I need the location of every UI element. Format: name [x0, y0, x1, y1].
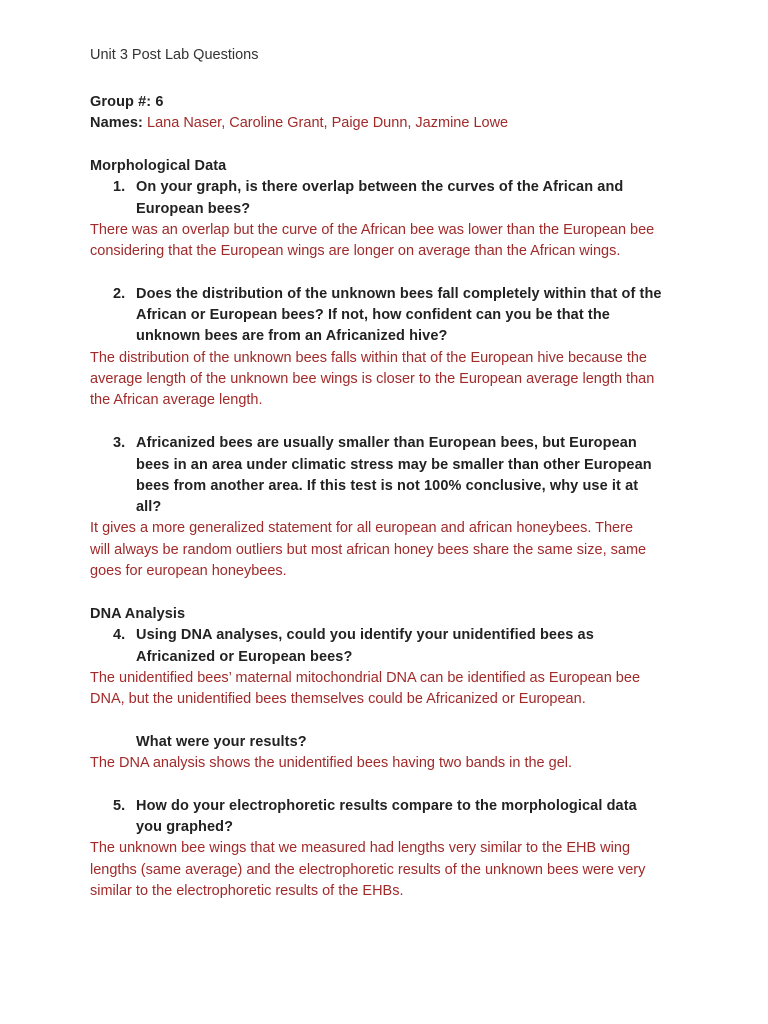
question-text: Africanized bees are usually smaller than European bees, but European	[136, 435, 637, 451]
question-text: bees in an area under climatic stress may be smaller than other European	[136, 457, 652, 473]
question-number: 5.	[113, 798, 126, 814]
question-text: How do your electrophoretic results compare to the morphological data	[136, 798, 637, 814]
answer-text: lengths (same average) and the electrophoretic results of the unknown bees were very	[90, 862, 646, 878]
question-text: Does the distribution of the unknown bees fall completely within that of the	[136, 286, 662, 302]
question-text: Using DNA analyses, could you identify your unidentified bees as	[136, 627, 594, 643]
answer-text: considering that the European wings are longer on average than the African wings.	[90, 243, 621, 259]
answer-text: goes for european honeybees.	[90, 563, 287, 579]
answer-text: the African average length.	[90, 392, 263, 408]
document-title: Unit 3 Post Lab Questions	[90, 47, 259, 63]
question-text: unknown bees are from an Africanized hive?	[136, 328, 448, 344]
question-text: African or European bees? If not, how confident can you be that the	[136, 307, 610, 323]
question-number: 1.	[113, 179, 126, 195]
group-number: Group #: 6	[90, 94, 164, 110]
question-text: On your graph, is there overlap between the curves of the African and	[136, 179, 624, 195]
answer-text: DNA, but the unidentified bees themselves could be Africanized or European.	[90, 691, 586, 707]
question-number: 3.	[113, 435, 126, 451]
answer-text: The unidentified bees’ maternal mitochondrial DNA can be identified as European bee	[90, 670, 641, 686]
answer-text: The distribution of the unknown bees falls within that of the European hive because the	[90, 350, 647, 366]
question-text: all?	[136, 499, 162, 515]
answer-text: will always be random outliers but most african honey bees share the same size, same	[90, 542, 647, 558]
section-heading-morphological: Morphological Data	[90, 158, 227, 174]
names-label: Names:	[90, 115, 143, 131]
question-text: bees from another area. If this test is not 100% conclusive, why use it at	[136, 478, 639, 494]
question-number: 4.	[113, 627, 126, 643]
answer-text: It gives a more generalized statement for all european and african honeybees. There	[90, 520, 634, 536]
answer-text: There was an overlap but the curve of the African bee was lower than the European bee	[90, 222, 655, 238]
section-heading-dna: DNA Analysis	[90, 606, 186, 622]
sub-question-text: What were your results?	[136, 734, 307, 750]
question-text: you graphed?	[136, 819, 234, 835]
names-value: Lana Naser, Caroline Grant, Paige Dunn, Jazmine Lowe	[143, 115, 509, 131]
answer-text: similar to the electrophoretic results of the EHBs.	[90, 883, 404, 899]
answer-text: The DNA analysis shows the unidentified bees having two bands in the gel.	[90, 755, 573, 771]
answer-text: average length of the unknown bee wings is closer to the European average length than	[90, 371, 655, 387]
names-row	[90, 113, 508, 133]
question-text: European bees?	[136, 201, 251, 217]
question-text: Africanized or European bees?	[136, 649, 353, 665]
question-number: 2.	[113, 286, 126, 302]
answer-text: The unknown bee wings that we measured had lengths very similar to the EHB wing	[90, 840, 631, 856]
